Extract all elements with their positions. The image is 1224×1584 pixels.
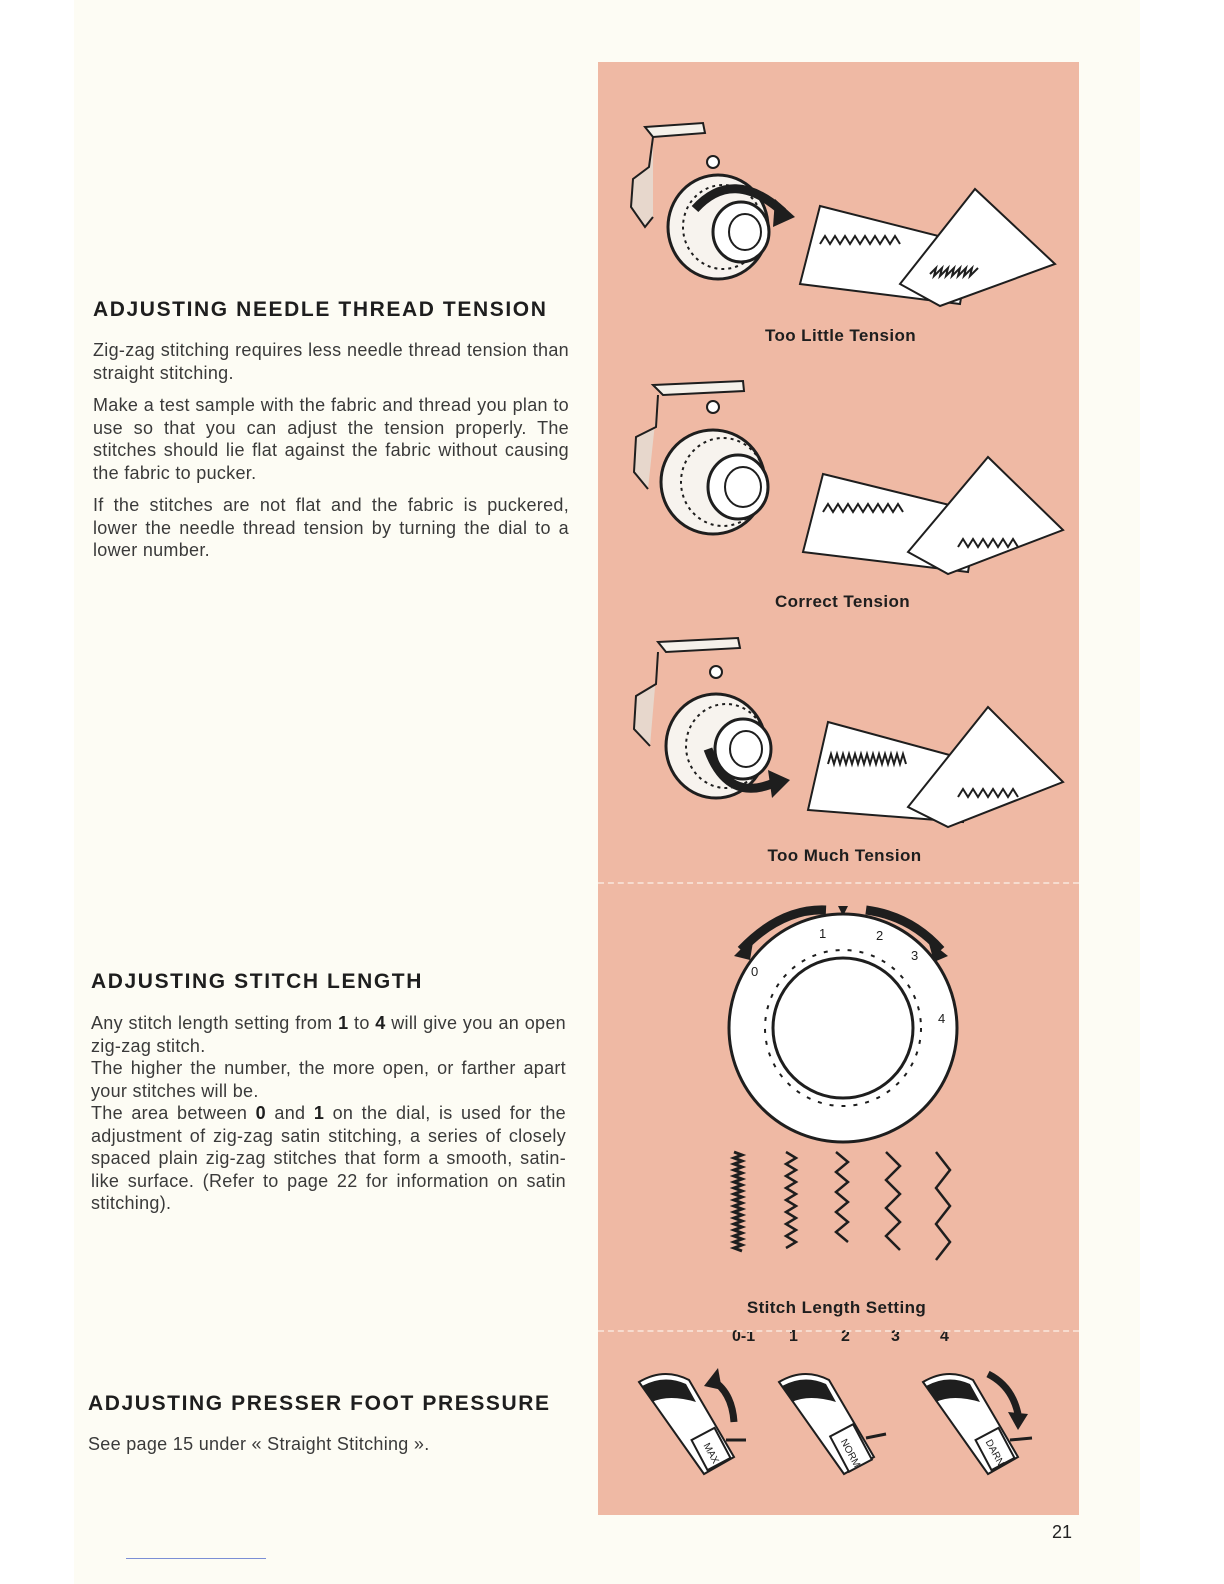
tension-dial-too-much-illustration <box>628 634 798 814</box>
stitch-length-heading: ADJUSTING STITCH LENGTH <box>91 970 423 993</box>
fabric-sample-too-much-illustration <box>798 702 1068 832</box>
stitch-label: 4 <box>940 1328 949 1345</box>
tension-paragraph: Make a test sample with the fabric and thread you plan to use so that you can adjust the tension properly. The stitches should lie flat against the fabric without causing the fabric to pucker. <box>93 395 569 483</box>
tension-dial-correct-illustration <box>628 377 788 537</box>
panel-divider <box>598 882 1079 884</box>
stitch-length-text <box>91 1012 566 1215</box>
tension-dial-too-little-illustration <box>623 117 813 282</box>
presser-foot-heading: ADJUSTING PRESSER FOOT PRESSURE <box>88 1392 551 1415</box>
illustration-panel <box>598 62 1079 1515</box>
stitch-label: 3 <box>891 1328 900 1345</box>
dial-mark-0: 0 <box>751 964 759 979</box>
presser-foot-text: See page 15 under « Straight Stitching ». <box>88 1434 430 1454</box>
pressure-dial-norm-illustration <box>774 1362 894 1482</box>
pressure-label-max: MAX <box>700 1441 721 1466</box>
correct-tension-caption: Correct Tension <box>774 592 911 611</box>
stitch-label: 2 <box>841 1328 850 1345</box>
tension-paragraph: Zig-zag stitching requires less needle thread tension than straight stitching. <box>93 340 569 383</box>
stitch-length-paragraph: The higher the number, the more open, or farther apart your stitches will be. <box>91 1058 566 1101</box>
dial-mark-1: 1 <box>819 926 827 941</box>
stitch-length-paragraph: Any stitch length setting from 1 to 4 will give you an open zig-zag stitch. <box>91 1013 566 1056</box>
fabric-sample-too-little-illustration <box>790 184 1060 309</box>
stitch-label: 0-1 <box>732 1328 756 1345</box>
tension-text <box>93 339 569 572</box>
stitch-length-setting-caption: Stitch Length Setting <box>746 1298 927 1317</box>
bottom-link-underline <box>126 1558 266 1559</box>
dial-mark-4: 4 <box>938 1011 946 1026</box>
tension-heading: ADJUSTING NEEDLE THREAD TENSION <box>93 298 548 321</box>
stitch-length-dial-illustration <box>726 898 966 1128</box>
pressure-label-darn: DARN <box>982 1437 1006 1469</box>
page-number: 21 <box>1052 1522 1073 1542</box>
dial-mark-2: 2 <box>876 928 884 943</box>
pressure-label-norm: NORM <box>837 1437 862 1470</box>
pressure-dial-max-illustration <box>634 1362 754 1482</box>
too-little-tension-caption: Too Little Tension <box>764 326 917 345</box>
fabric-sample-correct-illustration <box>798 452 1068 577</box>
stitch-samples-illustration <box>724 1150 964 1260</box>
tension-paragraph: If the stitches are not flat and the fabric is puckered, lower the needle thread tension by turning the dial to a lower number. <box>93 495 569 560</box>
too-much-tension-caption: Too Much Tension <box>767 846 922 865</box>
dial-mark-3: 3 <box>911 948 919 963</box>
panel-divider <box>598 1330 1079 1332</box>
stitch-label: 1 <box>789 1328 798 1345</box>
stitch-length-paragraph: The area between 0 and 1 on the dial, is used for the adjustment of zig-zag satin stitching, a series of closely spaced plain zig-zag stitches that form a smooth, satin-like surface. (Refer to page 22 for information on satin stitching). <box>91 1103 566 1213</box>
pressure-dial-darn-illustration <box>918 1362 1048 1482</box>
